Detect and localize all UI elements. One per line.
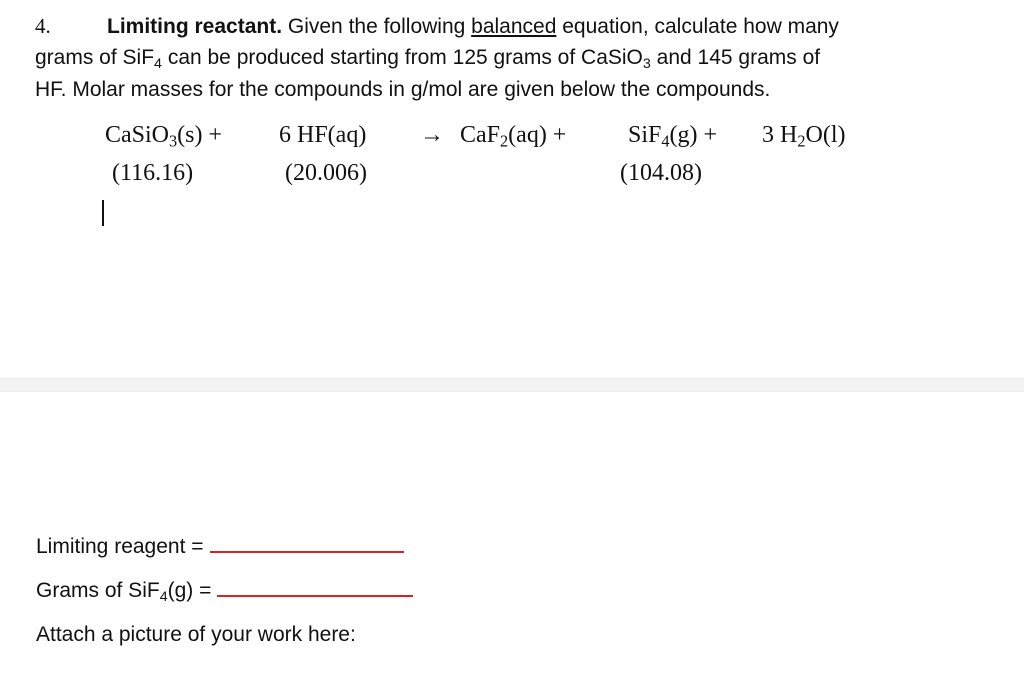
grams-sif4-row <box>36 579 413 603</box>
question-text-2b: can be produced starting from 125 grams of CaSiO <box>167 46 643 69</box>
grams-sif4-label-sub: 4 <box>159 588 168 605</box>
page-divider <box>0 378 1024 392</box>
grams-sif4-label-a: Grams of SiF <box>36 579 160 602</box>
attach-work-row <box>36 623 356 647</box>
question-text-1b: equation, calculate how many <box>562 15 839 38</box>
question-number: 4. <box>35 14 51 38</box>
question-text-2a: grams of SiF <box>35 46 155 69</box>
term-caf2: CaF$_2$(aq) + <box>460 122 567 151</box>
text-cursor <box>102 200 104 226</box>
attach-work-label: Attach a picture of your work here: <box>36 623 356 646</box>
question-title: Limiting reactant. <box>107 15 283 38</box>
question-text-3: HF. Molar masses for the compounds in g/mol are given below the compounds. <box>35 78 771 101</box>
term-casio3: CaSiO$_3$(s) + <box>105 122 223 151</box>
limiting-reagent-row <box>36 535 404 559</box>
molar-mass-hf: (20.006) <box>285 160 367 186</box>
grams-sif4-blank[interactable] <box>217 581 413 597</box>
question-line-1 <box>35 10 839 43</box>
term-sif4: SiF$_4$(g) + <box>628 122 718 151</box>
limiting-reagent-blank[interactable] <box>210 537 404 553</box>
molar-mass-casio3: (116.16) <box>112 160 194 186</box>
grams-sif4-label-b: (g) = <box>167 579 212 602</box>
molar-mass-sif4: (104.08) <box>620 160 702 186</box>
question-text-2c: and 145 grams of <box>656 46 821 69</box>
question-line-3 <box>35 74 770 106</box>
limiting-reagent-label: Limiting reagent = <box>36 535 204 558</box>
question-text-1a: Given the following <box>287 15 466 38</box>
question-line-2 <box>35 42 820 74</box>
reaction-arrow: → <box>420 122 444 148</box>
term-h2o: 3 $H_2O(l)$ <box>762 122 846 151</box>
balanced-word: balanced <box>471 15 557 38</box>
term-hf: 6 HF(aq) <box>279 122 367 148</box>
question-sub-2a: 4 <box>154 55 162 72</box>
question-sub-2b: 3 <box>642 55 651 72</box>
